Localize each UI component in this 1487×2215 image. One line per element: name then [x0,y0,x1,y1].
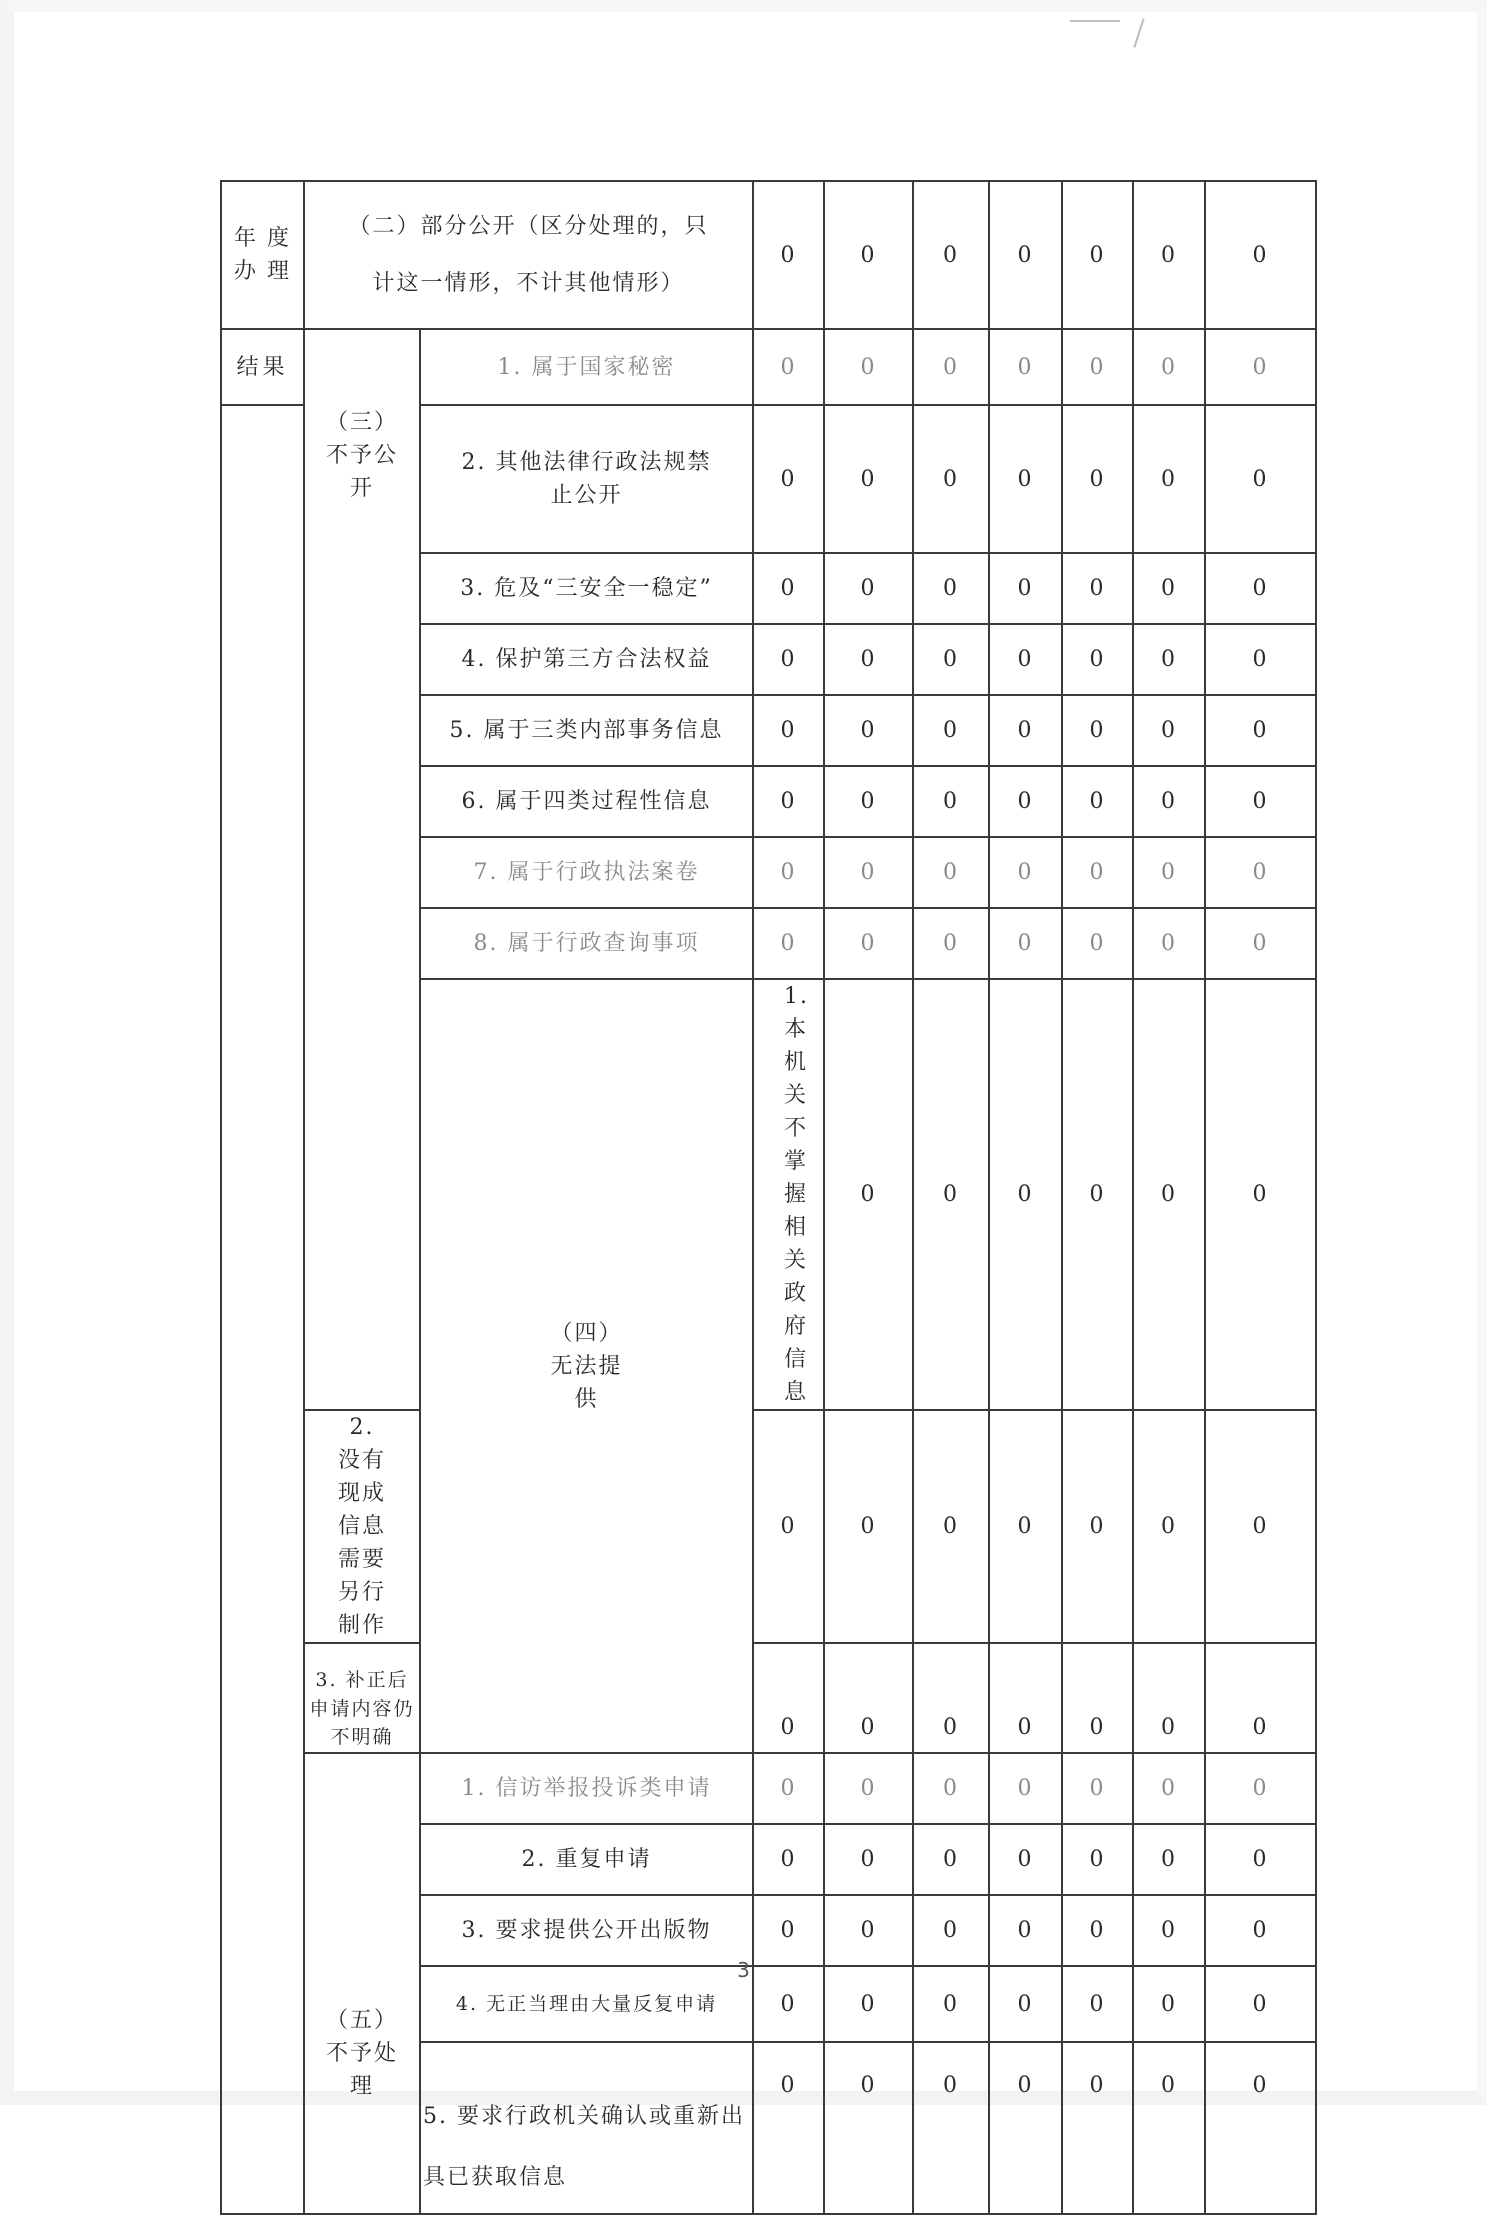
not-processed-item-4: 4. 无正当理由大量反复申请 [420,1966,753,2042]
value-cell: 0 [913,695,989,766]
value-cell: 0 [1133,837,1205,908]
value-cell: 0 [913,181,989,329]
not-open-item-8: 8. 属于行政查询事项 [420,908,753,979]
value-cell: 0 [989,1824,1062,1895]
value-cell: 0 [824,1753,913,1824]
value-cell: 0 [1205,624,1316,695]
disclosure-results-table [220,180,1317,2215]
value-cell: 0 [1133,553,1205,624]
value-cell: 0 [1133,2042,1205,2214]
value-cell: 0 [824,1895,913,1966]
value-cell: 0 [1205,405,1316,553]
value-cell: 0 [1133,1753,1205,1824]
row-cannot-provide-2 [221,1410,1316,1643]
value-cell: 0 [1205,553,1316,624]
value-cell: 0 [989,2042,1062,2214]
value-cell: 0 [1133,695,1205,766]
not-open-item-2: 2. 其他法律行政法规禁止公开 [420,405,753,553]
value-cell: 0 [913,553,989,624]
not-processed-label [304,1753,420,2214]
value-cell: 0 [824,908,913,979]
value-cell: 0 [1205,1966,1316,2042]
value-cell: 0 [824,1966,913,2042]
value-cell: 0 [913,1895,989,1966]
value-cell: 0 [753,2042,824,2214]
value-cell: 0 [753,1824,824,1895]
scan-mark-slash [1133,18,1144,47]
category-cell-top [221,181,304,329]
value-cell: 0 [1133,329,1205,405]
value-cell: 0 [1133,1643,1205,1753]
value-cell: 0 [1133,1824,1205,1895]
value-cell: 0 [824,624,913,695]
value-cell: 0 [913,1966,989,2042]
value-cell: 0 [1205,695,1316,766]
value-cell: 0 [824,405,913,553]
value-cell: 0 [824,837,913,908]
part-open-label: （二）部分公开（区分处理的，只计这一情形，不计其他情形） [304,181,753,329]
value-cell: 0 [753,405,824,553]
not-open-label-cell [304,329,420,1410]
value-cell: 0 [753,624,824,695]
not-open-item-6: 6. 属于四类过程性信息 [420,766,753,837]
cannot-provide-item-2: 2. 没有现成信息需要另行制作 [304,1410,420,1643]
value-cell: 0 [1205,329,1316,405]
value-cell: 0 [1062,695,1133,766]
value-cell: 0 [1062,329,1133,405]
value-cell: 0 [1133,1895,1205,1966]
not-open-item-7: 7. 属于行政执法案卷 [420,837,753,908]
value-cell: 0 [989,181,1062,329]
value-cell: 0 [753,695,824,766]
row-part-open [221,181,1316,329]
value-cell: 0 [753,908,824,979]
value-cell: 0 [753,181,824,329]
value-cell: 0 [1062,181,1133,329]
value-cell: 0 [1062,624,1133,695]
value-cell: 0 [913,2042,989,2214]
value-cell: 0 [1062,1966,1133,2042]
value-cell: 0 [989,624,1062,695]
value-cell: 0 [824,329,913,405]
not-processed-item-1: 1. 信访举报投诉类申请 [420,1753,753,1824]
value-cell: 0 [1205,837,1316,908]
category-cell-bottom: 结果 [221,329,304,405]
value-cell: 0 [1205,908,1316,979]
value-cell: 0 [989,405,1062,553]
value-cell: 0 [989,837,1062,908]
value-cell: 0 [1133,624,1205,695]
value-cell: 0 [913,908,989,979]
value-cell: 0 [989,1966,1062,2042]
value-cell: 0 [989,1753,1062,1824]
value-cell: 0 [989,695,1062,766]
value-cell: 0 [989,1410,1062,1643]
value-cell: 0 [989,979,1062,1410]
category-line-2: 办 理 [234,259,291,284]
value-cell: 0 [1133,766,1205,837]
value-cell: 0 [753,1895,824,1966]
value-cell: 0 [913,329,989,405]
value-cell: 0 [824,766,913,837]
value-cell: 0 [913,1643,989,1753]
value-cell: 0 [753,837,824,908]
value-cell: 0 [824,979,913,1410]
not-processed-item-5: 5. 要求行政机关确认或重新出具已获取信息 [420,2042,753,2214]
value-cell: 0 [1062,1895,1133,1966]
value-cell: 0 [1133,181,1205,329]
value-cell: 0 [913,979,989,1410]
row-not-open-1 [221,329,1316,405]
cannot-provide-label-text: （四）无法提供 [550,1320,623,1412]
value-cell: 0 [913,1753,989,1824]
value-cell: 0 [1133,405,1205,553]
value-cell: 0 [913,766,989,837]
value-cell: 0 [824,2042,913,2214]
page-number: 3 [737,1958,750,1982]
value-cell: 0 [753,1966,824,2042]
value-cell: 0 [753,1643,824,1753]
value-cell: 0 [1205,766,1316,837]
value-cell: 0 [1205,2042,1316,2214]
value-cell: 0 [1062,979,1133,1410]
not-open-item-5: 5. 属于三类内部事务信息 [420,695,753,766]
value-cell: 0 [824,1410,913,1643]
value-cell: 0 [1205,1753,1316,1824]
value-cell: 0 [989,329,1062,405]
not-processed-label-text: （五）不予处理 [325,2008,398,2099]
value-cell: 0 [824,553,913,624]
value-cell: 0 [824,181,913,329]
category-column-empty [221,405,304,2214]
value-cell: 0 [913,624,989,695]
value-cell: 0 [1062,1410,1133,1643]
row-not-processed-1 [221,1753,1316,1824]
value-cell: 0 [1062,553,1133,624]
value-cell: 0 [1133,1966,1205,2042]
value-cell: 0 [753,1410,824,1643]
value-cell: 0 [989,553,1062,624]
value-cell: 0 [989,766,1062,837]
value-cell: 0 [753,1753,824,1824]
value-cell: 0 [989,908,1062,979]
not-processed-item-2: 2. 重复申请 [420,1824,753,1895]
value-cell: 0 [1062,1643,1133,1753]
value-cell: 0 [989,1643,1062,1753]
value-cell: 0 [753,329,824,405]
value-cell: 0 [1062,2042,1133,2214]
value-cell: 0 [913,1824,989,1895]
cannot-provide-item-3: 3. 补正后申请内容仍不明确 [304,1643,420,1753]
value-cell: 0 [989,1895,1062,1966]
value-cell: 0 [913,405,989,553]
not-open-item-1: 1. 属于国家秘密 [420,329,753,405]
not-open-label: （三）不予公开 [325,410,398,501]
value-cell: 0 [753,766,824,837]
scan-mark [1070,20,1120,22]
value-cell: 0 [824,1824,913,1895]
cannot-provide-label [420,979,753,1753]
value-cell: 0 [1205,181,1316,329]
value-cell: 0 [1133,979,1205,1410]
value-cell: 0 [1205,1824,1316,1895]
value-cell: 0 [1133,908,1205,979]
value-cell: 0 [753,553,824,624]
value-cell: 0 [1205,1895,1316,1966]
value-cell: 0 [913,837,989,908]
cannot-provide-item-1: 1. 本机关不掌握相关政府信息 [753,979,824,1410]
value-cell: 0 [1062,1824,1133,1895]
value-cell: 0 [824,1643,913,1753]
category-line-1: 年 度 [234,226,291,251]
not-processed-item-3: 3. 要求提供公开出版物 [420,1895,753,1966]
not-open-item-4: 4. 保护第三方合法权益 [420,624,753,695]
value-cell: 0 [1062,908,1133,979]
value-cell: 0 [1205,1643,1316,1753]
row-cannot-provide-3 [221,1643,1316,1753]
value-cell: 0 [913,1410,989,1643]
value-cell: 0 [1205,979,1316,1410]
value-cell: 0 [824,695,913,766]
value-cell: 0 [1062,766,1133,837]
value-cell: 0 [1062,405,1133,553]
value-cell: 0 [1062,837,1133,908]
value-cell: 0 [1133,1410,1205,1643]
value-cell: 0 [1205,1410,1316,1643]
value-cell: 0 [1062,1753,1133,1824]
not-open-item-3: 3. 危及“三安全一稳定” [420,553,753,624]
